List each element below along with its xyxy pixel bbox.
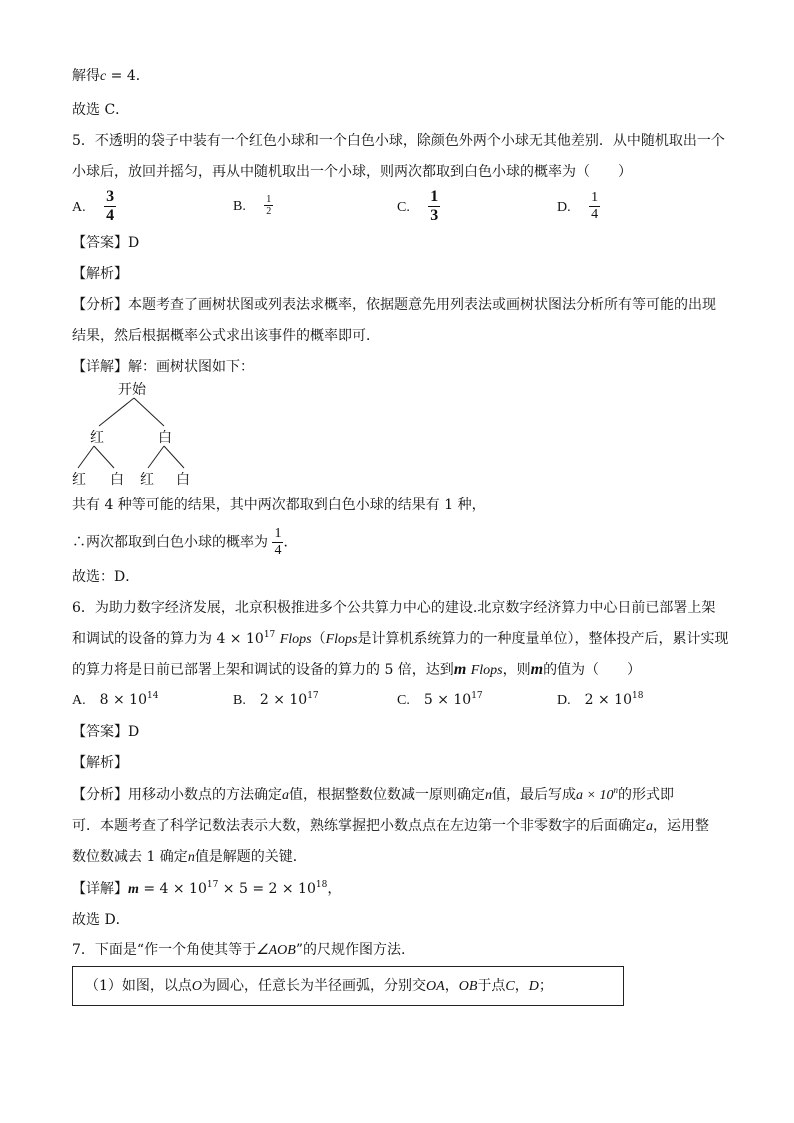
option-label: C.	[397, 199, 410, 215]
q7-stem	[72, 940, 405, 961]
exponent: 14	[146, 691, 159, 701]
text: 【分析】用移动小数点的方法确定	[72, 787, 282, 803]
q5-analysis-line1: 【分析】本题考查了画树状图或列表法求概率，依据题意先用列表法或画树状图法分析所有等可能的出现	[72, 297, 716, 313]
q7-step-1	[85, 976, 553, 997]
variable-a: a	[646, 819, 653, 834]
variable-n: n	[187, 850, 195, 865]
text: ．	[283, 534, 298, 551]
text: 和调试的设备的算力为 4 × 10	[72, 631, 264, 647]
tree-level2-node: 红	[140, 472, 154, 488]
exponent: n	[613, 785, 618, 795]
q5-choose: 故选：D．	[72, 569, 140, 585]
point-c: C	[505, 979, 515, 994]
ray-oa: OA	[426, 979, 445, 994]
variable-n: n	[485, 788, 492, 803]
text: ”的尺规作图方法.	[295, 942, 406, 958]
text: ，	[444, 978, 459, 994]
text: 的形式即	[617, 787, 674, 803]
denominator: 4	[591, 207, 599, 222]
denominator: 3	[430, 207, 439, 224]
option-value: 8 × 10	[99, 692, 147, 708]
text: 值是解题的关键．	[194, 849, 307, 865]
q5-detail: 【详解】解：画树状图如下：	[72, 359, 254, 375]
q5-jiexi: 【解析】	[72, 266, 128, 282]
q6-option-b	[233, 692, 319, 709]
variable-c: c	[100, 69, 107, 84]
q5-analysis-line2: 结果，然后根据概率公式求出该事件的概率即可．	[72, 328, 380, 344]
numerator: 1	[266, 194, 272, 205]
q5-answer: 【答案】D	[72, 235, 140, 251]
q5-option-c	[397, 188, 440, 225]
choose-line: 故选 C．	[72, 102, 130, 118]
q5-stem-line1: 5．不透明的袋子中装有一个红色小球和一个白色小球，除颜色外两个小球无其他差别．从中随机取出一个	[72, 133, 725, 149]
fraction	[272, 526, 283, 559]
text: = 4．	[106, 68, 150, 84]
exponent: 17	[307, 691, 319, 701]
ray-ob: OB	[458, 979, 478, 994]
text: 为圆心，任意长为半径画弧，分别交	[202, 978, 427, 994]
option-label: D.	[557, 199, 571, 215]
fraction	[428, 188, 440, 225]
text: 值，最后写成	[492, 787, 576, 803]
point-d: D	[528, 979, 539, 994]
q6-stem-line1: 6．为助力数字经济发展，北京积极推进多个公共算力中心的建设.北京数字经济算力中心日前已部署上架	[72, 600, 716, 616]
variable-a: a	[282, 788, 289, 803]
q5-stem-line2: 小球后，放回并摇匀，再从中随机取出一个小球，则两次都取到白色小球的概率为（ ）	[72, 164, 632, 180]
text: 数位数减去 1 确定	[72, 849, 188, 865]
denominator: 2	[266, 206, 272, 217]
text: ，	[327, 881, 342, 897]
exponent: 18	[631, 691, 644, 701]
variable-m: m	[530, 661, 544, 678]
text: 于点	[477, 978, 506, 994]
numerator: 1	[430, 188, 439, 205]
q6-analysis-line1	[72, 785, 674, 806]
text: = 4 × 10	[138, 881, 207, 897]
variable-m: m	[453, 661, 467, 678]
variable-m: m	[128, 882, 139, 897]
option-label: C.	[397, 693, 410, 708]
q6-option-d	[557, 692, 643, 709]
solution-line	[72, 66, 150, 87]
option-label: A.	[72, 199, 86, 215]
unit-flops: Flops	[279, 632, 312, 647]
q6-answer: 【答案】D	[72, 724, 140, 740]
text: 的值为（ ）	[543, 662, 642, 678]
option-value: 2 × 10	[584, 692, 632, 708]
numerator: 3	[106, 188, 115, 205]
text: 可．本题考查了科学记数法表示大数，熟练掌握把小数点点在左边第一个非零数字的后面确定	[72, 818, 646, 834]
unit-flops: Flops	[470, 663, 503, 678]
q6-analysis-line2	[72, 816, 709, 837]
q6-analysis-line3	[72, 847, 307, 868]
text: 是计算机系统算力的一种度量单位），整体投产后，累计实现	[357, 631, 729, 647]
exponent: 18	[315, 880, 328, 890]
q7-step-box	[72, 966, 624, 1006]
exponent: 17	[471, 691, 483, 701]
text: 7．下面是“作一个角使其等于	[72, 942, 257, 958]
q6-choose: 故选 D．	[72, 912, 130, 928]
text: （1）如图，以点	[85, 978, 192, 994]
q5-option-b	[233, 194, 273, 217]
text: 的算力将是日前已部署上架和调试的设备的算力的 5 倍，达到	[72, 662, 454, 678]
tree-diagram	[64, 380, 204, 490]
exponent: 17	[206, 880, 219, 890]
tree-level1-white: 白	[158, 430, 172, 446]
numerator: 1	[591, 190, 599, 205]
tree-level2-node: 红	[72, 472, 86, 488]
denominator: 4	[274, 543, 282, 558]
text: × 5 = 2 × 10	[218, 881, 316, 897]
option-label: D.	[557, 693, 571, 708]
q5-probability-line	[72, 526, 297, 559]
exponent: 17	[263, 630, 276, 640]
tree-level1-red: 红	[90, 430, 104, 446]
q6-detail	[72, 879, 341, 900]
text: 值，根据整数位数减一原则确定	[289, 787, 485, 803]
q6-stem-line2	[72, 629, 729, 650]
q6-option-a	[72, 692, 158, 709]
option-label: B.	[233, 693, 246, 708]
denominator: 4	[106, 207, 115, 224]
q6-stem-line3	[72, 660, 641, 681]
angle-aob: ∠AOB	[256, 943, 296, 958]
q5-option-a	[72, 188, 116, 225]
tree-level2-node: 白	[110, 472, 124, 488]
text: 【详解】	[72, 881, 128, 897]
text: （	[311, 631, 326, 647]
fraction	[589, 190, 600, 223]
q6-option-c	[397, 692, 483, 709]
sci-notation-form: a × 10	[576, 788, 614, 803]
fraction	[104, 188, 116, 225]
text: ，	[514, 978, 529, 994]
text: ；	[538, 978, 553, 994]
option-label: A.	[72, 693, 86, 708]
option-label: B.	[233, 198, 246, 214]
text: 解得	[72, 68, 100, 84]
option-value: 5 × 10	[423, 692, 472, 708]
tree-level2-node: 白	[176, 472, 190, 488]
numerator: 1	[274, 526, 282, 541]
text: ∴两次都取到白色小球的概率为	[72, 534, 268, 551]
fraction	[264, 194, 273, 217]
point-o: O	[191, 979, 203, 994]
text: ，则	[502, 662, 531, 678]
q5-option-d	[557, 190, 600, 223]
q6-jiexi: 【解析】	[72, 755, 128, 771]
option-value: 2 × 10	[259, 692, 308, 708]
text: ，运用整	[653, 818, 709, 834]
q5-total-outcomes: 共有 4 种等可能的结果，其中两次都取到白色小球的结果有 1 种，	[72, 497, 486, 513]
tree-root: 开始	[118, 382, 146, 398]
unit-flops: Flops	[325, 632, 358, 647]
